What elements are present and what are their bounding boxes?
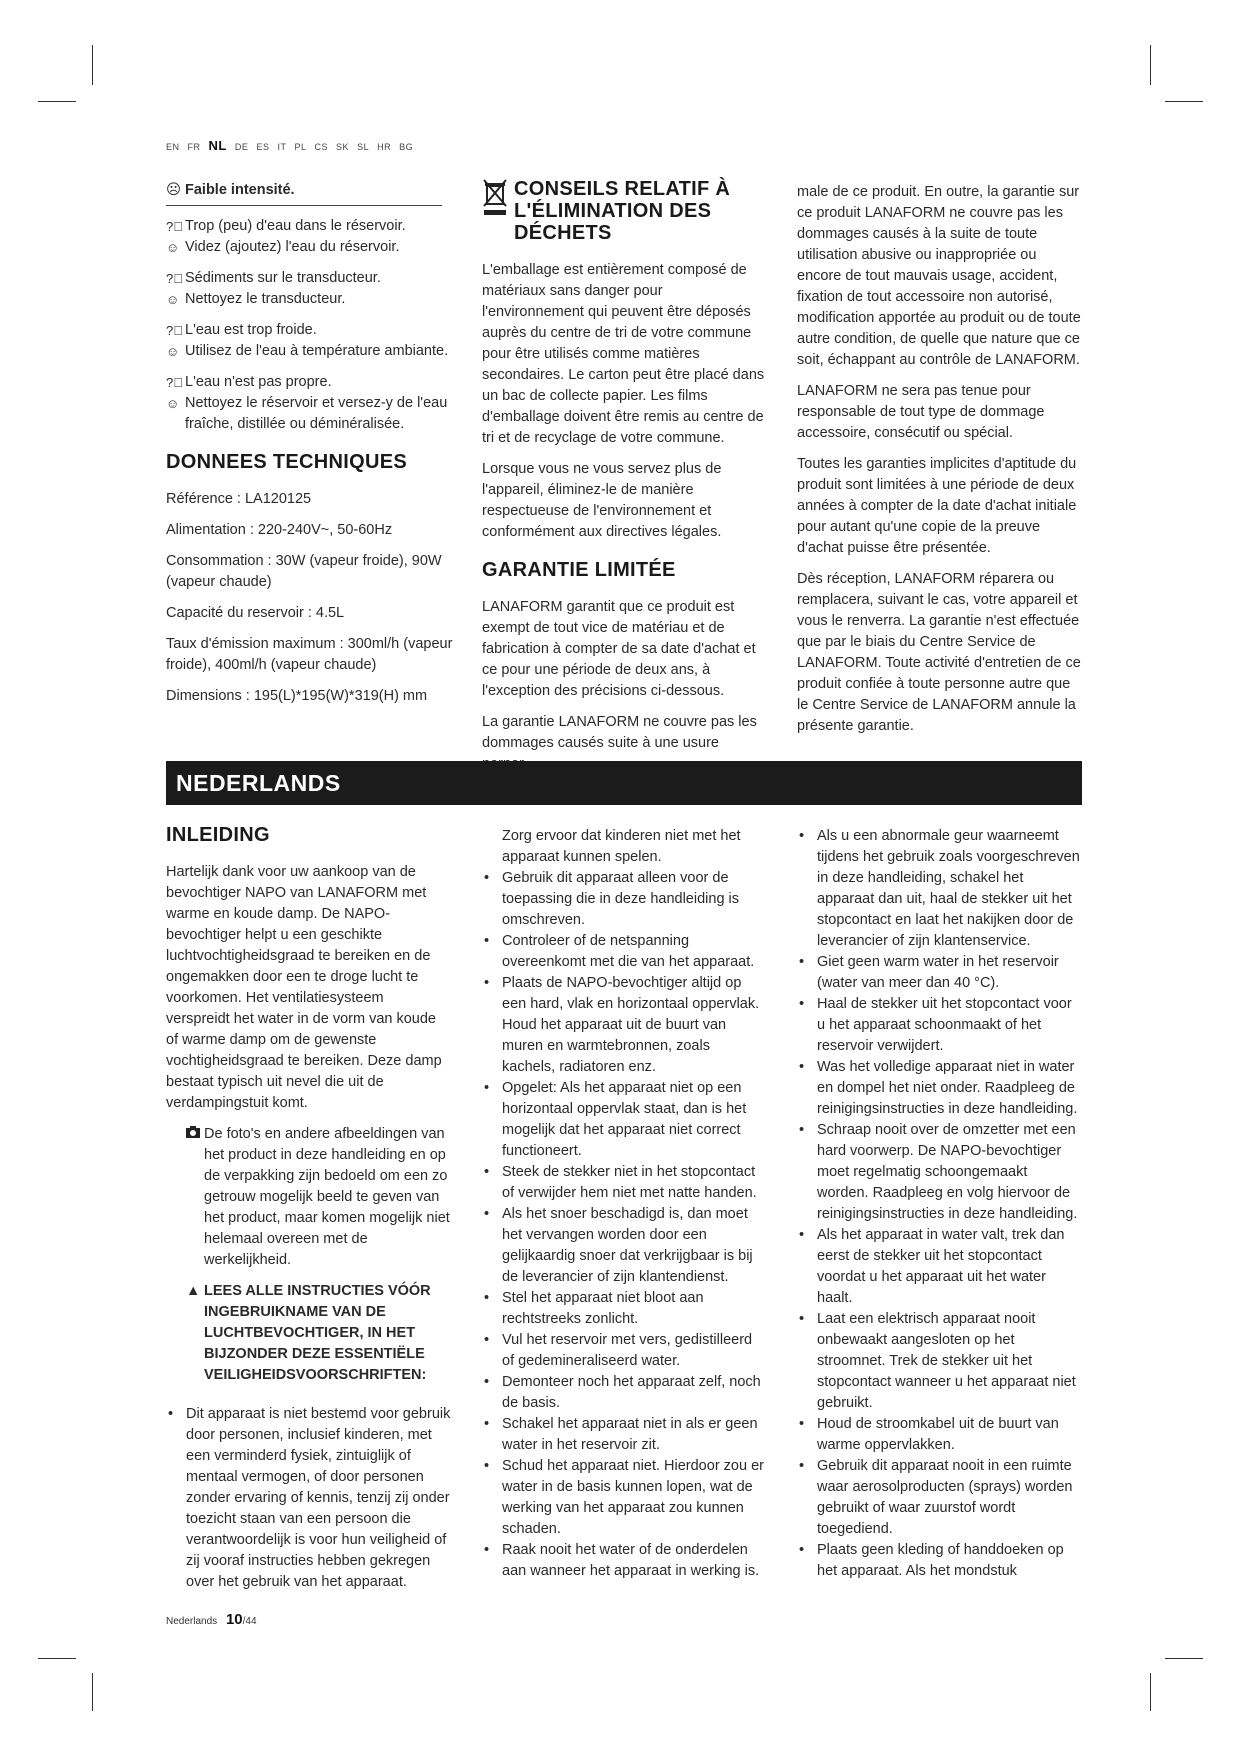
problem-text: Trop (peu) d'eau dans le réservoir. (185, 218, 406, 234)
page-total: /44 (242, 1616, 257, 1627)
smiley-icon: ☺ (166, 292, 180, 307)
warranty-paragraph: La garantie LANAFORM ne couvre pas les dommages causés suite à une usure (482, 714, 757, 751)
list-item: • Gebruik dit apparaat nooit in een ruimte waar aerosolproducten (sprays) worden gebruikt of waar zuurstof wordt toegediend. (797, 1456, 1082, 1540)
photo-note (186, 1124, 451, 1271)
lang-cs[interactable]: CS (314, 142, 329, 152)
list-item: • Als het apparaat in water valt, trek dan eerst de stekker uit het stopcontact voordat u het apparaat uit het water haalt. (797, 1225, 1082, 1309)
list-item: • Raak nooit het water of de onderdelen aan wanneer het apparaat in werking is. (482, 1540, 767, 1582)
tech-line: Dimensions : 195(L)*195(W)*319(H) mm (166, 688, 428, 704)
troubleshoot-heading (166, 180, 456, 201)
list-item: • Schraap nooit over de omzetter met een hard voorwerp. De NAPO-bevochtiger moet regelmatig schoongemaakt worden. Raadpleeg en volg hiervoor de reinigingsinstructies in deze handleiding. (797, 1120, 1082, 1225)
warranty-paragraph: Dès réception, LANAFORM réparera ou remplacera, suivant le cas, votre appareil et vous le renverra. La garantie n'est effectuée que par le biais du Centre Service de LANAFORM. Toute activité d'entretien de ce produit confiée à toute personne autre que le Centre Service de LANAFORM annule la présente garantie. (797, 571, 1081, 734)
warranty-paragraph: Toutes les garanties implicites d'aptitude du produit sont limitées à une période de deux années à compter de la date d'achat initiale pour autant qu'une copie de la preuve d'achat puisse être présentée. (797, 456, 1077, 556)
question-icon: ?⃝ (166, 375, 183, 390)
tech-line: Référence : LA120125 (166, 491, 312, 507)
list-item: • Plaats geen kleding of handdoeken op het apparaat. Als het mondstuk (797, 1540, 1082, 1582)
troubleshoot-title: Faible intensité. (185, 182, 295, 198)
lang-sk[interactable]: SK (336, 142, 350, 152)
troubleshoot-pair (166, 372, 456, 435)
list-item: • Als u een abnormale geur waarneemt tijdens het gebruik zoals voorgeschreven in deze handleiding, schakel het apparaat dan uit, haal de stekker uit het stopcontact en laat het nakijken door de leverancier of zijn klantenservice. (797, 826, 1082, 952)
warranty-paragraph-cont: male de ce produit. En outre, la garantie sur ce produit LANAFORM ne couvre pas les dommages causés à la suite de toute utilisation abusive ou inappropriée ou encore de tout mauvais usage, accident, fixation de tout accessoire non autorisé, modification apportée au produit ou de toute autre condition, de quelle que nature que ce soit, échappant au contrôle de LANAFORM. (797, 184, 1081, 368)
smiley-icon: ☺ (166, 240, 180, 255)
lang-fr[interactable]: FR (187, 142, 201, 152)
safety-warning (186, 1281, 451, 1386)
question-icon: ?⃝ (166, 323, 183, 338)
solution-text: Nettoyez le réservoir et versez-y de l'eau fraîche, distillée ou déminéralisée. (185, 395, 448, 432)
crop-mark (38, 1658, 76, 1659)
list-item: • Was het volledige apparaat niet in water en dompel het niet onder. Raadpleeg de reinigingsinstructies in deze handleiding. (797, 1057, 1082, 1120)
nl-column-3 (797, 826, 1082, 1582)
smiley-icon: ☺ (166, 344, 180, 359)
list-item: • Houd de stroomkabel uit de buurt van warme oppervlakken. (797, 1414, 1082, 1456)
troubleshoot-pair (166, 268, 456, 310)
intro-paragraph: Hartelijk dank voor uw aankoop van de bevochtiger NAPO van LANAFORM met warme en koude damp. De NAPO-bevochtiger helpt u een geschikte luchtvochtigheidsgraad te bereiken en de ongemakken door een te droge lucht te voorkomen. Het ventilatiesysteem verspreidt het water in de vorm van koude of warme damp om de gewenste vochtigheidsgraad te bereiken. Deze damp bestaat typisch uit nevel die uit de verdampingstuit komt. (166, 864, 442, 1111)
warranty-paragraph: LANAFORM garantit que ce produit est exempt de tout vice de matériau et de fabrication à compter de sa date d'achat et ce pour une période de deux ans, à l'exception des précisions ci-dessous. (482, 599, 756, 699)
tech-line: Consommation : 30W (vapeur froide), 90W (vapeur chaude) (166, 553, 442, 590)
list-item: • Laat een elektrisch apparaat nooit onbewaakt aangesloten op het stroomnet. Trek de stekker uit het stopcontact wanneer u het apparaat niet gebruikt. (797, 1309, 1082, 1414)
warning-text: LEES ALLE INSTRUCTIES VÓÓR INGEBRUIKNAME VAN DE LUCHTBEVOCHTIGER, IN HET BIJZONDER DEZE ESSENTIËLE VEILIGHEIDSVOORSCHRIFTEN: (204, 1283, 431, 1383)
warranty-heading: GARANTIE LIMITÉE (482, 559, 676, 581)
footer-section: Nederlands (166, 1616, 218, 1627)
list-item: • Vul het reservoir met vers, gedistilleerd of gedemineraliseerd water. (482, 1330, 767, 1372)
tech-heading: DONNEES TECHNIQUES (166, 451, 407, 473)
disposal-paragraph: Lorsque vous ne vous servez plus de l'appareil, éliminez-le de manière respectueuse de l'environnement et conformément aux directives légales. (482, 461, 722, 540)
sad-face-icon: ☹ (166, 182, 182, 198)
list-item: • Steek de stekker niet in het stopcontact of verwijder hem niet met natte handen. (482, 1162, 767, 1204)
crop-mark (92, 1673, 93, 1711)
safety-list (166, 1404, 451, 1593)
warning-icon: ▲ (186, 1283, 201, 1299)
lang-nl[interactable]: NL (208, 138, 227, 153)
problem-text: L'eau est trop froide. (185, 322, 317, 338)
camera-icon (186, 1124, 204, 1271)
list-item: • Opgelet: Als het apparaat niet op een horizontaal oppervlak staat, dan is het mogelijk dat het apparaat niet correct functioneert. (482, 1078, 767, 1162)
solution-text: Utilisez de l'eau à température ambiante. (185, 343, 449, 359)
lang-it[interactable]: IT (277, 142, 287, 152)
solution-text: Videz (ajoutez) l'eau du réservoir. (185, 239, 400, 255)
disposal-heading (482, 178, 767, 244)
section-banner: NEDERLANDS (166, 761, 1082, 805)
troubleshoot-pair (166, 320, 456, 362)
lang-sl[interactable]: SL (357, 142, 370, 152)
crop-mark (38, 101, 76, 102)
nl-column-1 (166, 822, 451, 1593)
tech-line: Taux d'émission maximum : 300ml/h (vapeur froide), 400ml/h (vapeur chaude) (166, 636, 453, 673)
disposal-paragraph: L'emballage est entièrement composé de matériaux sans danger pour l'environnement qui peuvent être déposés auprès du centre de tri de votre commune pour être utilisés comme matières secondaires. Le carton peut être placé dans un bac de collecte papier. Les films d'emballage doivent être remis au centre de tri et de recyclage de votre commune. (482, 262, 765, 446)
tech-line: Capacité du reservoir : 4.5L (166, 605, 345, 621)
fr-column-3 (797, 182, 1082, 747)
crop-mark (1150, 1673, 1151, 1711)
disposal-title: CONSEILS RELATIF À L'ÉLIMINATION DES DÉCHETS (514, 178, 731, 244)
list-item: • Giet geen warm water in het reservoir (water van meer dan 40 °C). (797, 952, 1082, 994)
question-icon: ?⃝ (166, 271, 183, 286)
crop-mark (1165, 1658, 1203, 1659)
problem-text: Sédiments sur le transducteur. (185, 270, 381, 286)
crop-mark (92, 45, 93, 85)
photo-note-text: De foto's en andere afbeeldingen van het product in deze handleiding en op de verpakking zijn bedoeld om een zo getrouw mogelijk beeld te geven van het product, maar komen mogelijk niet helemaal overeen met de werkelijkheid. (204, 1126, 450, 1268)
solution-text: Nettoyez le transducteur. (185, 291, 346, 307)
list-item-continuation: Zorg ervoor dat kinderen niet met het apparaat kunnen spelen. (502, 828, 741, 865)
safety-list (797, 826, 1082, 1582)
list-item: • Schud het apparaat niet. Hierdoor zou er water in de basis kunnen lopen, wat de werking van het apparaat zou kunnen schaden. (482, 1456, 767, 1540)
list-item: • Controleer of de netspanning overeenkomt met die van het apparaat. (482, 931, 767, 973)
page-number: 10 (225, 1611, 243, 1628)
list-item: • Demonteer noch het apparaat zelf, noch de basis. (482, 1372, 767, 1414)
fr-column-1 (166, 180, 456, 717)
divider (166, 205, 442, 206)
list-item: • Als het snoer beschadigd is, dan moet het vervangen worden door een gelijkaardig snoer dat verkrijgbaar is bij de leverancier of zijn klantendienst. (482, 1204, 767, 1288)
tech-line: Alimentation : 220-240V~, 50-60Hz (166, 522, 393, 538)
list-item: • Gebruik dit apparaat alleen voor de toepassing die in deze handleiding is omschreven. (482, 868, 767, 931)
list-item: • Dit apparaat is niet bestemd voor gebruik door personen, inclusief kinderen, met een verminderd fysiek, zintuiglijk of mentaal vermogen, of door personen zonder ervaring of kennis, tenzij zij onder toezicht staan van een persoon die verantwoordelijk is voor hun veiligheid of zij vooraf instructies hebben gekregen over het gebruik van het apparaat. (166, 1404, 451, 1593)
list-item: • Stel het apparaat niet bloot aan rechtstreeks zonlicht. (482, 1288, 767, 1330)
problem-text: L'eau n'est pas propre. (185, 374, 332, 390)
troubleshoot-pair (166, 216, 456, 258)
lang-pl[interactable]: PL (294, 142, 307, 152)
warranty-paragraph: LANAFORM ne sera pas tenue pour responsable de tout type de dommage accessoire, consécutif ou spécial. (797, 383, 1045, 441)
fr-column-2 (482, 178, 767, 785)
lang-de[interactable]: DE (234, 142, 249, 152)
nl-column-2 (482, 826, 767, 1582)
lang-es[interactable]: ES (256, 142, 270, 152)
list-item: • Schakel het apparaat niet in als er geen water in het reservoir zit. (482, 1414, 767, 1456)
intro-heading: INLEIDING (166, 824, 270, 846)
language-bar (166, 138, 418, 153)
lang-en[interactable]: EN (166, 142, 180, 152)
crop-mark (1150, 45, 1151, 85)
list-item: • Plaats de NAPO-bevochtiger altijd op een hard, vlak en horizontaal oppervlak. Houd het apparaat uit de buurt van muren en warmtebronnen, zoals kachels, radiatoren enz. (482, 973, 767, 1078)
lang-hr[interactable]: HR (377, 142, 392, 152)
safety-list (482, 868, 767, 1582)
lang-bg[interactable]: BG (399, 142, 414, 152)
smiley-icon: ☺ (166, 396, 180, 411)
recycle-bin-icon (482, 178, 514, 223)
page-footer (166, 1611, 257, 1628)
crop-mark (1165, 101, 1203, 102)
question-icon: ?⃝ (166, 219, 183, 234)
list-item: • Haal de stekker uit het stopcontact voor u het apparaat schoonmaakt of het reservoir verwijdert. (797, 994, 1082, 1057)
